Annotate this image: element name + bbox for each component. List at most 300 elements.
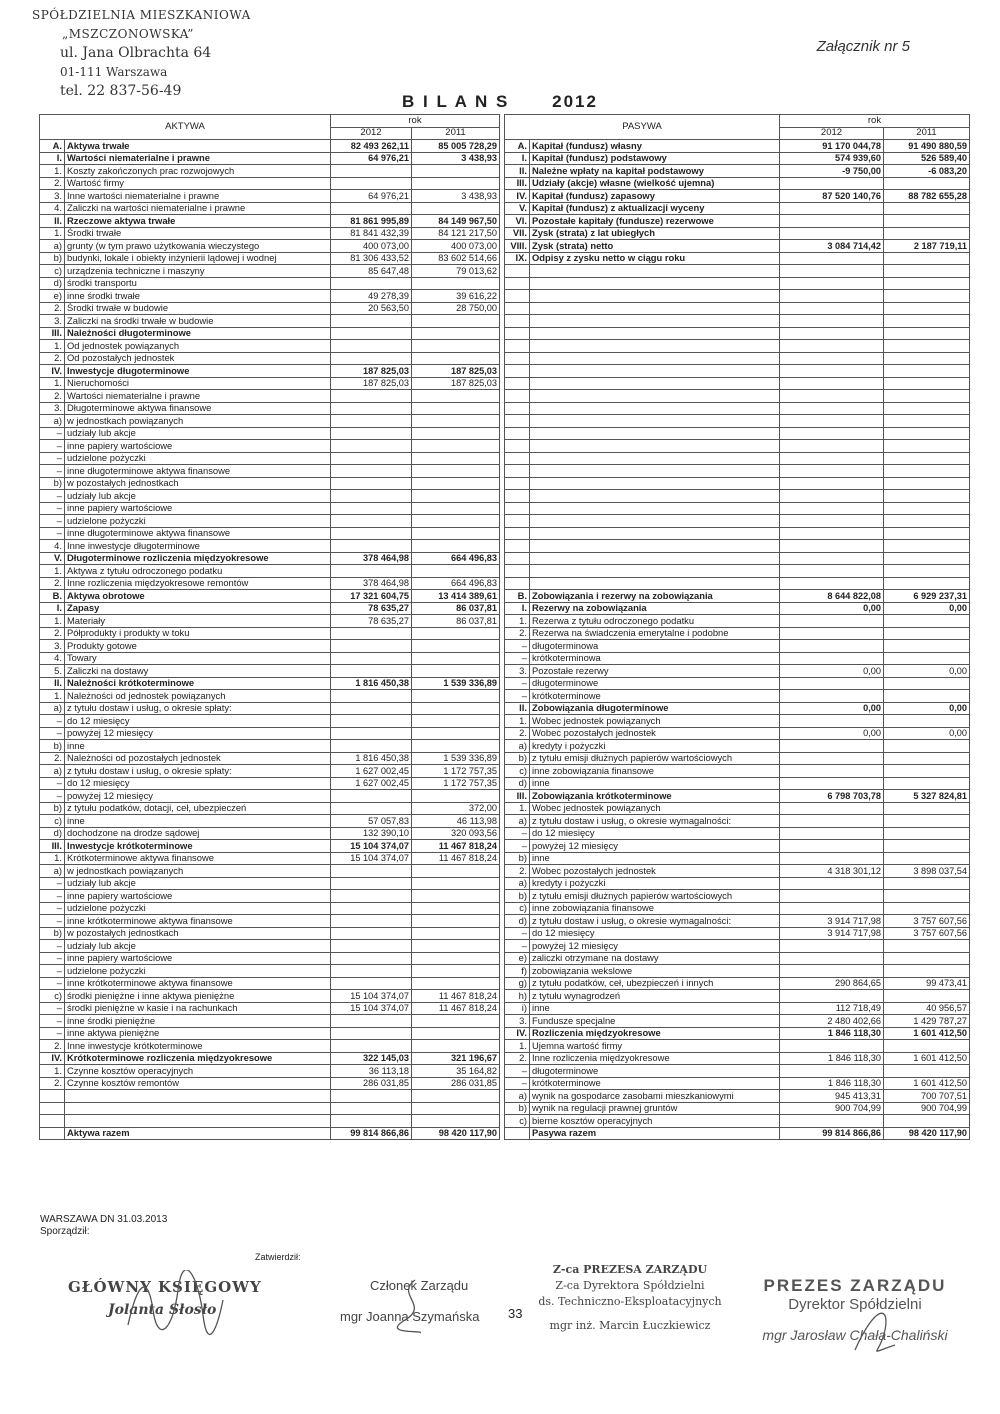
row-code: – bbox=[40, 452, 65, 465]
table-row bbox=[505, 440, 970, 453]
table-row bbox=[505, 377, 970, 390]
row-code: 1. bbox=[505, 715, 530, 728]
value-2012 bbox=[331, 540, 412, 553]
value-2011 bbox=[884, 552, 970, 565]
row-label: w jednostkach powiązanych bbox=[65, 865, 331, 878]
row-code: – bbox=[40, 952, 65, 965]
row-code: 3. bbox=[505, 665, 530, 678]
row-code bbox=[40, 1115, 65, 1128]
value-2012 bbox=[780, 215, 884, 228]
row-code bbox=[505, 302, 530, 315]
row-code bbox=[40, 1102, 65, 1115]
table-row bbox=[40, 677, 500, 690]
value-2011: 2 187 719,11 bbox=[884, 240, 970, 253]
value-2011 bbox=[884, 1115, 970, 1128]
value-2011: 35 164,82 bbox=[412, 1065, 500, 1078]
value-2012: 78 635,27 bbox=[331, 615, 412, 628]
row-label: krótkoterminowe bbox=[530, 1077, 780, 1090]
value-2012: 1 627 002,45 bbox=[331, 777, 412, 790]
table-row bbox=[40, 352, 500, 365]
row-label: inne krótkoterminowe aktywa finansowe bbox=[65, 915, 331, 928]
value-2011 bbox=[412, 927, 500, 940]
value-2011 bbox=[884, 377, 970, 390]
row-label: zobowiązania wekslowe bbox=[530, 965, 780, 978]
value-2011 bbox=[412, 452, 500, 465]
signature-scribble bbox=[845, 1300, 905, 1360]
value-2011 bbox=[884, 677, 970, 690]
value-2011 bbox=[412, 665, 500, 678]
table-row bbox=[505, 615, 970, 628]
row-code: 1. bbox=[40, 227, 65, 240]
value-2012: 99 814 866,86 bbox=[331, 1127, 412, 1140]
table-row bbox=[40, 752, 500, 765]
row-code: I. bbox=[40, 602, 65, 615]
value-2012 bbox=[331, 1090, 412, 1103]
value-2012 bbox=[331, 1015, 412, 1028]
value-2011: 11 467 818,24 bbox=[412, 1002, 500, 1015]
row-label: inne środki trwałe bbox=[65, 290, 331, 303]
table-row bbox=[40, 790, 500, 803]
assets-heading: AKTYWA bbox=[40, 115, 331, 140]
table-row bbox=[505, 852, 970, 865]
row-code: 1. bbox=[40, 377, 65, 390]
row-code bbox=[505, 465, 530, 478]
value-2012 bbox=[331, 402, 412, 415]
table-row bbox=[505, 215, 970, 228]
row-code: d) bbox=[40, 277, 65, 290]
table-row bbox=[40, 1027, 500, 1040]
row-code: e) bbox=[40, 290, 65, 303]
row-label bbox=[65, 1102, 331, 1115]
value-2012: 81 861 995,89 bbox=[331, 215, 412, 228]
table-row bbox=[505, 740, 970, 753]
row-label: z tytułu emisji dłużnych papierów wartościowych bbox=[530, 890, 780, 903]
table-row bbox=[505, 202, 970, 215]
table-row bbox=[505, 1127, 970, 1140]
value-2012 bbox=[780, 902, 884, 915]
row-label bbox=[530, 302, 780, 315]
row-code: 2. bbox=[40, 627, 65, 640]
row-label: bierne kosztów operacyjnych bbox=[530, 1115, 780, 1128]
row-label: Wartość firmy bbox=[65, 177, 331, 190]
table-row bbox=[505, 565, 970, 578]
table-row bbox=[505, 665, 970, 678]
value-2011 bbox=[884, 815, 970, 828]
value-2012 bbox=[780, 677, 884, 690]
row-label bbox=[530, 415, 780, 428]
value-2012: 290 864,65 bbox=[780, 977, 884, 990]
table-row bbox=[505, 190, 970, 203]
vice-president-stamp bbox=[520, 1262, 740, 1334]
value-2011 bbox=[412, 1102, 500, 1115]
row-label: udziały lub akcje bbox=[65, 427, 331, 440]
value-2012 bbox=[780, 415, 884, 428]
value-2012 bbox=[780, 377, 884, 390]
value-2012 bbox=[780, 1040, 884, 1053]
row-code: b) bbox=[40, 802, 65, 815]
table-row bbox=[505, 327, 970, 340]
value-2012 bbox=[331, 715, 412, 728]
table-row bbox=[505, 452, 970, 465]
table-row bbox=[505, 965, 970, 978]
value-2011 bbox=[412, 690, 500, 703]
value-2012: 112 718,49 bbox=[780, 1002, 884, 1015]
row-label: Zaliczki na wartości niematerialne i prawne bbox=[65, 202, 331, 215]
row-label: Rzeczowe aktywa trwałe bbox=[65, 215, 331, 228]
row-code: – bbox=[505, 840, 530, 853]
page-title bbox=[0, 92, 1000, 112]
value-2012 bbox=[331, 440, 412, 453]
value-2012: 6 798 703,78 bbox=[780, 790, 884, 803]
stamp-line: „MSZCZONOWSKA” bbox=[62, 27, 194, 41]
stamp-line: ds. Techniczno-Eksploatacyjnych bbox=[538, 1295, 722, 1308]
table-row bbox=[505, 590, 970, 603]
value-2011: 1 601 412,50 bbox=[884, 1077, 970, 1090]
table-row bbox=[505, 165, 970, 178]
row-label: Długoterminowe aktywa finansowe bbox=[65, 402, 331, 415]
table-row bbox=[40, 690, 500, 703]
row-code: 3. bbox=[505, 1015, 530, 1028]
table-row bbox=[40, 302, 500, 315]
row-code: – bbox=[40, 790, 65, 803]
row-code: a) bbox=[40, 240, 65, 253]
table-row bbox=[40, 627, 500, 640]
row-label: inne papiery wartościowe bbox=[65, 440, 331, 453]
table-row bbox=[40, 215, 500, 228]
value-2012 bbox=[331, 727, 412, 740]
prepared-by-label: Sporządził: bbox=[40, 1226, 90, 1237]
value-2012 bbox=[780, 752, 884, 765]
row-code bbox=[505, 515, 530, 528]
table-row bbox=[40, 152, 500, 165]
table-row bbox=[505, 265, 970, 278]
row-code: b) bbox=[505, 752, 530, 765]
table-row bbox=[505, 240, 970, 253]
table-row bbox=[40, 452, 500, 465]
value-2011 bbox=[412, 177, 500, 190]
table-row bbox=[40, 1115, 500, 1128]
table-row bbox=[505, 990, 970, 1003]
value-2012 bbox=[331, 652, 412, 665]
value-2012: 57 057,83 bbox=[331, 815, 412, 828]
stamp-line: tel. 22 837-56-49 bbox=[60, 83, 182, 99]
row-label bbox=[530, 290, 780, 303]
row-code bbox=[40, 1127, 65, 1140]
table-row bbox=[40, 615, 500, 628]
row-code: 1. bbox=[40, 852, 65, 865]
row-label: Wartości niematerialne i prawne bbox=[65, 152, 331, 165]
table-row bbox=[505, 290, 970, 303]
row-label: Wartości niematerialne i prawne bbox=[65, 390, 331, 403]
value-2011 bbox=[884, 177, 970, 190]
value-2012 bbox=[780, 252, 884, 265]
year-2011-heading: 2011 bbox=[884, 127, 970, 140]
value-2011: 1 539 336,89 bbox=[412, 752, 500, 765]
row-label: Kapitał (fundusz) własny bbox=[530, 140, 780, 153]
row-code: – bbox=[505, 940, 530, 953]
table-row bbox=[505, 502, 970, 515]
row-code: 2. bbox=[505, 627, 530, 640]
value-2012 bbox=[331, 465, 412, 478]
value-2011 bbox=[884, 315, 970, 328]
value-2011 bbox=[884, 252, 970, 265]
table-row bbox=[505, 577, 970, 590]
row-label bbox=[530, 527, 780, 540]
value-2012 bbox=[780, 227, 884, 240]
value-2011 bbox=[412, 315, 500, 328]
value-2011 bbox=[884, 615, 970, 628]
table-row bbox=[505, 1052, 970, 1065]
value-2011 bbox=[412, 940, 500, 953]
value-2011 bbox=[884, 902, 970, 915]
value-2012 bbox=[331, 927, 412, 940]
value-2012: 17 321 604,75 bbox=[331, 590, 412, 603]
value-2011: 46 113,98 bbox=[412, 815, 500, 828]
table-row bbox=[505, 877, 970, 890]
table-row bbox=[40, 890, 500, 903]
row-label: Środki trwałe w budowie bbox=[65, 302, 331, 315]
value-2012 bbox=[780, 1065, 884, 1078]
value-2012 bbox=[780, 365, 884, 378]
row-label: Rezerwa z tytułu odroczonego podatku bbox=[530, 615, 780, 628]
value-2012 bbox=[780, 1115, 884, 1128]
table-row bbox=[40, 340, 500, 353]
value-2011 bbox=[412, 402, 500, 415]
row-label: inne długoterminowe aktywa finansowe bbox=[65, 527, 331, 540]
row-label bbox=[530, 402, 780, 415]
row-label: krótkoterminowa bbox=[530, 652, 780, 665]
value-2012 bbox=[780, 515, 884, 528]
row-code: 2. bbox=[40, 390, 65, 403]
table-row bbox=[505, 652, 970, 665]
table-row bbox=[505, 227, 970, 240]
value-2012 bbox=[331, 327, 412, 340]
value-2011: 40 956,57 bbox=[884, 1002, 970, 1015]
row-label bbox=[65, 1090, 331, 1103]
table-row bbox=[40, 640, 500, 653]
row-code: II. bbox=[505, 165, 530, 178]
row-label bbox=[530, 577, 780, 590]
value-2011 bbox=[412, 565, 500, 578]
row-label: w pozostałych jednostkach bbox=[65, 477, 331, 490]
row-code: 4. bbox=[40, 540, 65, 553]
row-label: Inne rozliczenia międzyokresowe bbox=[530, 1052, 780, 1065]
value-2011: 0,00 bbox=[884, 665, 970, 678]
value-2012 bbox=[780, 540, 884, 553]
table-row bbox=[40, 140, 500, 153]
value-2012 bbox=[331, 427, 412, 440]
value-2012: 3 914 717,98 bbox=[780, 915, 884, 928]
row-code: – bbox=[40, 1002, 65, 1015]
row-label: środki pieniężne w kasie i na rachunkach bbox=[65, 1002, 331, 1015]
row-label bbox=[530, 327, 780, 340]
row-label: Odpisy z zysku netto w ciągu roku bbox=[530, 252, 780, 265]
table-row bbox=[505, 140, 970, 153]
row-label: Udziały (akcje) własne (wielkość ujemna) bbox=[530, 177, 780, 190]
value-2012 bbox=[331, 340, 412, 353]
value-2011 bbox=[412, 477, 500, 490]
value-2012 bbox=[780, 827, 884, 840]
value-2012 bbox=[780, 315, 884, 328]
signature-scribble bbox=[118, 1270, 228, 1340]
value-2012: 0,00 bbox=[780, 702, 884, 715]
table-row bbox=[40, 915, 500, 928]
value-2012 bbox=[331, 415, 412, 428]
value-2011 bbox=[884, 427, 970, 440]
row-code: 2. bbox=[505, 727, 530, 740]
row-code: II. bbox=[40, 215, 65, 228]
row-label: Zysk (strata) z lat ubiegłych bbox=[530, 227, 780, 240]
row-code: – bbox=[40, 915, 65, 928]
value-2011 bbox=[412, 977, 500, 990]
stamp-name: Jolanta Słosło bbox=[108, 1302, 217, 1318]
row-code: 1. bbox=[505, 802, 530, 815]
value-2011 bbox=[884, 1040, 970, 1053]
row-code: a) bbox=[40, 765, 65, 778]
row-label bbox=[530, 452, 780, 465]
row-code: – bbox=[40, 1027, 65, 1040]
value-2011 bbox=[884, 402, 970, 415]
table-row bbox=[40, 740, 500, 753]
table-row bbox=[505, 177, 970, 190]
value-2011: 526 589,40 bbox=[884, 152, 970, 165]
value-2012 bbox=[780, 340, 884, 353]
row-label bbox=[530, 365, 780, 378]
value-2012: 85 647,48 bbox=[331, 265, 412, 278]
value-2011 bbox=[412, 652, 500, 665]
value-2012: 64 976,21 bbox=[331, 152, 412, 165]
value-2011 bbox=[884, 390, 970, 403]
value-2011: 86 037,81 bbox=[412, 602, 500, 615]
title-year: 2012 bbox=[552, 92, 598, 111]
stamp-line: mgr inż. Marcin Łuczkiewicz bbox=[549, 1319, 711, 1332]
row-label: wynik na gospodarce zasobami mieszkaniowymi bbox=[530, 1090, 780, 1103]
value-2011 bbox=[884, 440, 970, 453]
liabilities-heading: PASYWA bbox=[505, 115, 780, 140]
row-code: 2. bbox=[40, 1077, 65, 1090]
table-row bbox=[40, 490, 500, 503]
table-row bbox=[40, 265, 500, 278]
row-label bbox=[530, 377, 780, 390]
table-row bbox=[40, 977, 500, 990]
value-2011 bbox=[884, 890, 970, 903]
row-code: IV. bbox=[505, 190, 530, 203]
table-row bbox=[40, 402, 500, 415]
row-label bbox=[530, 465, 780, 478]
value-2011 bbox=[884, 515, 970, 528]
value-2011 bbox=[412, 702, 500, 715]
value-2011 bbox=[884, 265, 970, 278]
row-code: – bbox=[40, 465, 65, 478]
row-code bbox=[505, 477, 530, 490]
stamp-name: mgr Joanna Szymańska bbox=[340, 1309, 480, 1324]
row-label: Wobec jednostek powiązanych bbox=[530, 802, 780, 815]
value-2012 bbox=[780, 277, 884, 290]
title-text: B I L A N S bbox=[402, 92, 510, 111]
value-2012 bbox=[780, 327, 884, 340]
row-label: udziały lub akcje bbox=[65, 877, 331, 890]
value-2011: -6 083,20 bbox=[884, 165, 970, 178]
value-2011: 98 420 117,90 bbox=[412, 1127, 500, 1140]
row-label bbox=[530, 552, 780, 565]
row-label: Rezerwy na zobowiązania bbox=[530, 602, 780, 615]
table-row bbox=[40, 965, 500, 978]
value-2012 bbox=[780, 802, 884, 815]
value-2011: 11 467 818,24 bbox=[412, 840, 500, 853]
value-2012: 4 318 301,12 bbox=[780, 865, 884, 878]
table-row bbox=[40, 765, 500, 778]
row-label bbox=[530, 477, 780, 490]
row-code: c) bbox=[505, 1115, 530, 1128]
row-code: – bbox=[40, 890, 65, 903]
table-row bbox=[40, 1127, 500, 1140]
value-2011 bbox=[412, 902, 500, 915]
row-label: Czynne kosztów remontów bbox=[65, 1077, 331, 1090]
row-label: inne długoterminowe aktywa finansowe bbox=[65, 465, 331, 478]
value-2012 bbox=[780, 565, 884, 578]
table-row bbox=[505, 927, 970, 940]
table-row bbox=[40, 365, 500, 378]
stamp-subtitle: Dyrektor Spółdzielni bbox=[788, 1296, 922, 1313]
row-code: – bbox=[40, 427, 65, 440]
value-2012 bbox=[780, 640, 884, 653]
table-row bbox=[40, 390, 500, 403]
row-code: c) bbox=[505, 765, 530, 778]
table-row bbox=[505, 540, 970, 553]
table-row bbox=[40, 327, 500, 340]
row-code: I. bbox=[505, 602, 530, 615]
table-row bbox=[40, 190, 500, 203]
value-2011: 187 825,03 bbox=[412, 365, 500, 378]
value-2011 bbox=[884, 715, 970, 728]
value-2012: 15 104 374,07 bbox=[331, 852, 412, 865]
value-2012 bbox=[331, 1040, 412, 1053]
value-2011 bbox=[412, 965, 500, 978]
row-label: długoterminowa bbox=[530, 640, 780, 653]
row-label: kredyty i pożyczki bbox=[530, 877, 780, 890]
row-label: z tytułu wynagrodzeń bbox=[530, 990, 780, 1003]
value-2011: 83 602 514,66 bbox=[412, 252, 500, 265]
row-code bbox=[505, 265, 530, 278]
value-2011 bbox=[412, 440, 500, 453]
cooperative-stamp bbox=[32, 6, 292, 101]
table-row bbox=[40, 852, 500, 865]
value-2011 bbox=[884, 365, 970, 378]
table-row bbox=[40, 240, 500, 253]
row-label: w jednostkach powiązanych bbox=[65, 415, 331, 428]
row-label: Kapitał (fundusz) z aktualizacji wyceny bbox=[530, 202, 780, 215]
year-heading: rok bbox=[780, 115, 970, 128]
row-label: z tytułu emisji dłużnych papierów wartościowych bbox=[530, 752, 780, 765]
row-label: inne zobowiązania finansowe bbox=[530, 765, 780, 778]
row-code: – bbox=[505, 927, 530, 940]
value-2011: 28 750,00 bbox=[412, 302, 500, 315]
table-row bbox=[40, 840, 500, 853]
value-2012: 900 704,99 bbox=[780, 1102, 884, 1115]
value-2012 bbox=[780, 715, 884, 728]
row-label: Produkty gotowe bbox=[65, 640, 331, 653]
table-row bbox=[40, 315, 500, 328]
row-label: do 12 miesięcy bbox=[65, 777, 331, 790]
row-code: – bbox=[505, 677, 530, 690]
row-label: Zaliczki na dostawy bbox=[65, 665, 331, 678]
value-2012: 91 170 044,78 bbox=[780, 140, 884, 153]
value-2011: 1 172 757,35 bbox=[412, 765, 500, 778]
row-code bbox=[505, 490, 530, 503]
value-2011 bbox=[884, 627, 970, 640]
value-2012 bbox=[780, 502, 884, 515]
value-2011 bbox=[412, 415, 500, 428]
